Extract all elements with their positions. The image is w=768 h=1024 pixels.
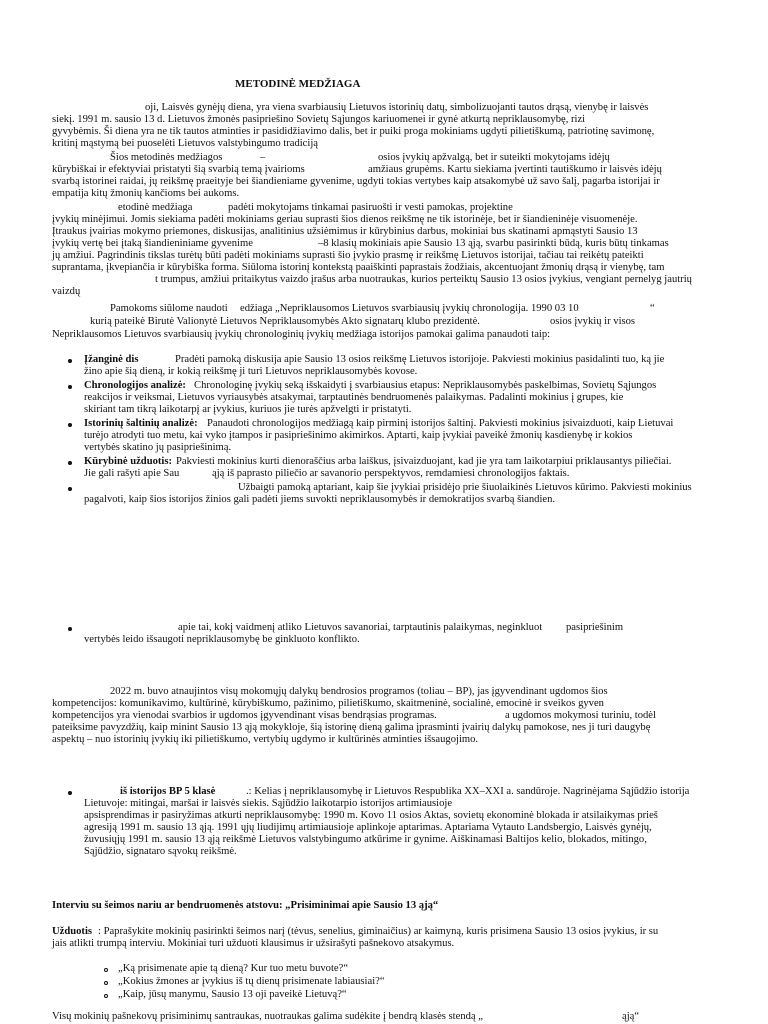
para3-line: suprantama, įkvepiančia ir kūrybiška forma. Siūloma istorinį kontekstą paaiškinti paprastais žodžiais, akcentuojant žmonių drąsą ir vienybę, tam [52, 262, 665, 273]
bullet-text: ąją iš paprasto piliečio ar savanorio perspektyvos, remdamiesi chronologijos faktais. [212, 468, 570, 479]
question-item: „Kokius žmones ar įvykius iš tų dienų prisimenate labiausiai?“ [118, 976, 385, 987]
bullet-label: iš istorijos BP 5 klasė [120, 786, 216, 797]
bullet-text: pasipriešinim [566, 622, 624, 633]
para3-line: Įtraukus įvairias mokymo priemones, diskusijas, analitinius užsiėmimus ir kūrybinius darbus, mokiniai bus skatinami apmąstyti Sausio 13 [52, 226, 638, 237]
bullet-text: Pakviesti mokinius kurti dienoraščius arba laiškus, įsivaizduojant, kad jie yra tam laikotarpiui priklausantys piliečiai. [176, 456, 672, 467]
bullet-text: turėjo atrodyti tuo metu, kai vyko įtampos ir pasipriešinimo akimirkos. Aptarti, kaip įvykiai paveikė žmonių kasdienybę ir kokios [84, 430, 633, 441]
bullet-text: Lietuvoje: mitingai, maršai ir laisvės siekis. Sąjūdžio laikotarpio istorijos artimiausioje [84, 798, 453, 809]
para4-line: edžiaga „Nepriklausomos Lietuvos svarbiausių įvykių chronologija. 1990 03 10 [240, 303, 579, 314]
bullet-dot [68, 385, 72, 389]
para3-line: etodinė medžiaga [118, 202, 193, 213]
para3-line: įvykių vertę bei įtaką šiandieniniame gyvenime [52, 238, 253, 249]
bullet-text: žuvusiųjų 1991 m. sausio 13 ąją reikšmė Lietuvos valstybingumo atkūrime ir gynime. Aiškinamasi Baltijos kelio, blokados, mitingo, [84, 834, 647, 845]
para2-line: – [260, 152, 266, 163]
para2-line: amžiaus grupėms. Kartu siekiama įvertinti tautiškumo ir laisvės idėjų [368, 164, 662, 175]
bullet-label: Kūrybinė užduotis: [84, 456, 173, 467]
bullet-text: pagalvoti, kaip šios istorijos žinios gali padėti jiems suvokti nepriklausomybės ir demokratijos svarbą šiandien. [84, 494, 556, 505]
question-item: „Kaip, jūsų manymu, Sausio 13 oji paveikė Lietuvą?“ [118, 989, 347, 1000]
para3-line: t trumpus, amžiui pritaikytus vaizdo įrašus arba nuotraukas, kurios perteiktų Sausio 13 osios įvykius, vengiant pernelyg jautrių [155, 274, 692, 285]
bullet-dot [68, 791, 72, 795]
task-text: jais atlikti trumpą interviu. Mokiniai turi užduoti klausimus ir užsirašyti pašnekovo atsakymus. [52, 938, 455, 949]
intro-line: siekį. 1991 m. sausio 13 d. Lietuvos žmonės pasipriešino Sovietų Sąjungos kariuomenei ir gynė atkurtą nepriklausomybę, rizi [52, 114, 586, 125]
bullet-text: apie tai, kokį vaidmenį atliko Lietuvos savanoriai, tarptautinis palaikymas, neginkluot [178, 622, 543, 633]
bullet-text: vertybės leido išsaugoti nepriklausomybę be ginkluoto konflikto. [84, 634, 360, 645]
intro-line: oji, Laisvės gynėjų diena, yra viena svarbiausių Lietuvos istorinių datų, simbolizuojanti tautos drąsą, vienybę ir laisvės [145, 102, 649, 113]
bullet-text: .: Kelias į nepriklausomybę ir Lietuvos Respublika XX–XXI a. sandūroje. Nagrinėjama Sąjūdžio istorija [246, 786, 690, 797]
bullet-text: Pradėti pamoką diskusija apie Sausio 13 osios reikšmę Lietuvos istorijoje. Pakviesti mokinius pasidalinti tuo, ką jie [175, 354, 665, 365]
task-label: Užduotis [52, 926, 93, 937]
bullet-text: Jie gali rašyti apie Sau [84, 468, 180, 479]
bullet-text: reakcijos ir veiksmai, Lietuvos vyriausybės atsakymai, tarptautinės bendruomenės palaikymas. Padalinti mokinius į grupes, kie [84, 392, 624, 403]
para3-line: padėti mokytojams tinkamai pasiruošti ir vesti pamokas, projektine [228, 202, 513, 213]
para2-line: kūrybiškai ir efektyviai pristatyti šią svarbią temą įvairioms [52, 164, 305, 175]
para5-line: kompetencijos: komunikavimo, kultūrinė, kūrybiškumo, pažinimo, pilietiškumo, skaitmeninė, socialinė, emocinė ir sveikos gyven [52, 698, 604, 709]
para5-line: aspektų – nuo istorinių įvykių iki pilietiškumo, vertybių ugdymo ir kultūrinės atminties išsaugojimo. [52, 734, 479, 745]
para2-line: osios įvykių apžvalgą, bet ir suteikti mokytojams idėjų [378, 152, 610, 163]
bullet-dot [68, 461, 72, 465]
bullet-label: Chronologijos analizė: [84, 380, 186, 391]
bullet-dot [68, 627, 72, 631]
list-circle [104, 994, 108, 998]
bullet-text: apsisprendimas ir pasiryžimas atkurti nepriklausomybę: 1990 m. Kovo 11 osios Aktas, sovietų ekonominė blokada ir atsilaikymas prieš [84, 810, 658, 821]
para4-line: “ [650, 303, 655, 314]
para5-line: 2022 m. buvo atnaujintos visų mokomųjų dalykų bendrosios programos (toliau – BP), jas įgyvendinant ugdomos šios [110, 686, 608, 697]
task-text: : Paprašykite mokinių pasirinkti šeimos narį (tėvus, senelius, giminaičius) ar kaimyną, kuris prisimena Sausio 13 osios įvykius, ir su [98, 926, 659, 937]
para3-line: –8 klasių mokiniais apie Sausio 13 ąją, svarbu pasirinkti būdą, kuris būtų tinkamas [318, 238, 669, 249]
bullet-text: Chronologinę įvykių seką išskaidyti į svarbiausius etapus: Nepriklausomybės paskelbimas, Sovietų Sąjungos [194, 380, 657, 391]
para2-line: Šios metodinės medžiagos [110, 152, 223, 163]
bullet-label: Istorinių šaltinių analizė: [84, 418, 198, 429]
para4-line: osios įvykių ir visos [550, 316, 636, 327]
final-line: Visų mokinių pašnekovų prisiminimų santraukas, nuotraukas galima sudėkite į bendrą klasės stendą „ [52, 1011, 483, 1022]
para3-line: vaizdų [52, 286, 81, 297]
final-line: ąją“ [622, 1011, 640, 1022]
bullet-dot [68, 487, 72, 491]
para4-line: Pamokoms siūlome naudoti [110, 303, 228, 314]
section-heading: Interviu su šeimos nariu ar bendruomenės atstovu: „Prisiminimai apie Sausio 13 ąją“ [52, 900, 439, 911]
bullet-text: žino apie šią dieną, ir kokią reikšmę ji turi Lietuvos nepriklausomybės kovose. [84, 366, 418, 377]
intro-line: kritinį mąstymą bei puoselėti Lietuvos valstybingumo tradiciją [52, 138, 318, 149]
para2-line: svarbą istorinei raidai, jų reikšmę praeityje bei šiandieniame gyvenime, ugdyti tokias vertybes kaip atsakomybė už savo šalį, pagarba istorijai ir [52, 176, 660, 187]
bullet-text: vertybės skatino jų pasipriešinimą. [84, 442, 232, 453]
intro-line: gyvybėmis. Ši diena yra ne tik tautos atminties ir pasididžiavimo dalis, bet ir puiki proga mokiniams ugdyti pilietiškumą, patriotinę savimonę, [52, 126, 655, 137]
bullet-text: agresiją 1991 m. sausio 13 ąją. 1991 ųjų liudijimų artimiausioje aplinkoje aptarimas. Aptariama Vytauto Landsbergio, Laisvės gynėjų, [84, 822, 652, 833]
para4-line: kurią pateikė Birutė Valionytė Lietuvos Nepriklausomybės Akto signatarų klubo prezidentė. [90, 316, 480, 327]
para2-line: empatija kitų žmonių kančioms bei aukoms. [52, 188, 240, 199]
bullet-text: skiriant tam tikrą laikotarpį ar įvykius, kuriuos jie turės apžvelgti ir pristatyti. [84, 404, 412, 415]
page-title: METODINĖ MEDŽIAGA [235, 78, 361, 90]
question-item: „Ką prisimenate apie tą dieną? Kur tuo metu buvote?“ [118, 963, 349, 974]
para4-line: Nepriklausomos Lietuvos svarbiausių įvykių chronologinių įvykių medžiaga istorijos pamokai galima panaudoti taip: [52, 329, 551, 340]
bullet-label: Įžanginė dis [84, 354, 139, 365]
list-circle [104, 968, 108, 972]
para5-line: pateiksime pavyzdžių, kaip minint Sausio 13 ąją mokykloje, šią istorinę dieną galima įprasminti įvairių dalykų pamokose, nes ji turi daugybę [52, 722, 651, 733]
para3-line: jų amžiui. Pagrindinis tikslas turėtų būti padėti mokiniams suprasti šio įvykio prasmę ir reikšmę Lietuvos istorijai, tačiau tai reikėtų pateikti [52, 250, 644, 261]
bullet-text: Panaudoti chronologijos medžiagą kaip pirminį istorijos šaltinį. Pakviesti mokinius įsivaizduoti, kaip Lietuvai [207, 418, 674, 429]
para5-line: a ugdomos mokymosi turiniu, todėl [505, 710, 656, 721]
list-circle [104, 981, 108, 985]
bullet-dot [68, 359, 72, 363]
bullet-text: Sąjūdžio, signataro sąvokų reikšmė. [84, 846, 237, 857]
para3-line: įvykių minėjimui. Jomis siekiama padėti mokiniams geriau suprasti šios dienos reikšmę ne tik istorinėje, bet ir šiandieninėje visuomenėje. [52, 214, 638, 225]
para5-line: kompetencijos yra vienodai svarbios ir ugdomos įgyvendinant visas bendrąsias programas. [52, 710, 437, 721]
bullet-text: Užbaigti pamoką aptariant, kaip šie įvykiai prisidėjo prie šiuolaikinės Lietuvos kūrimo. Pakviesti mokinius [238, 482, 692, 493]
bullet-dot [68, 423, 72, 427]
